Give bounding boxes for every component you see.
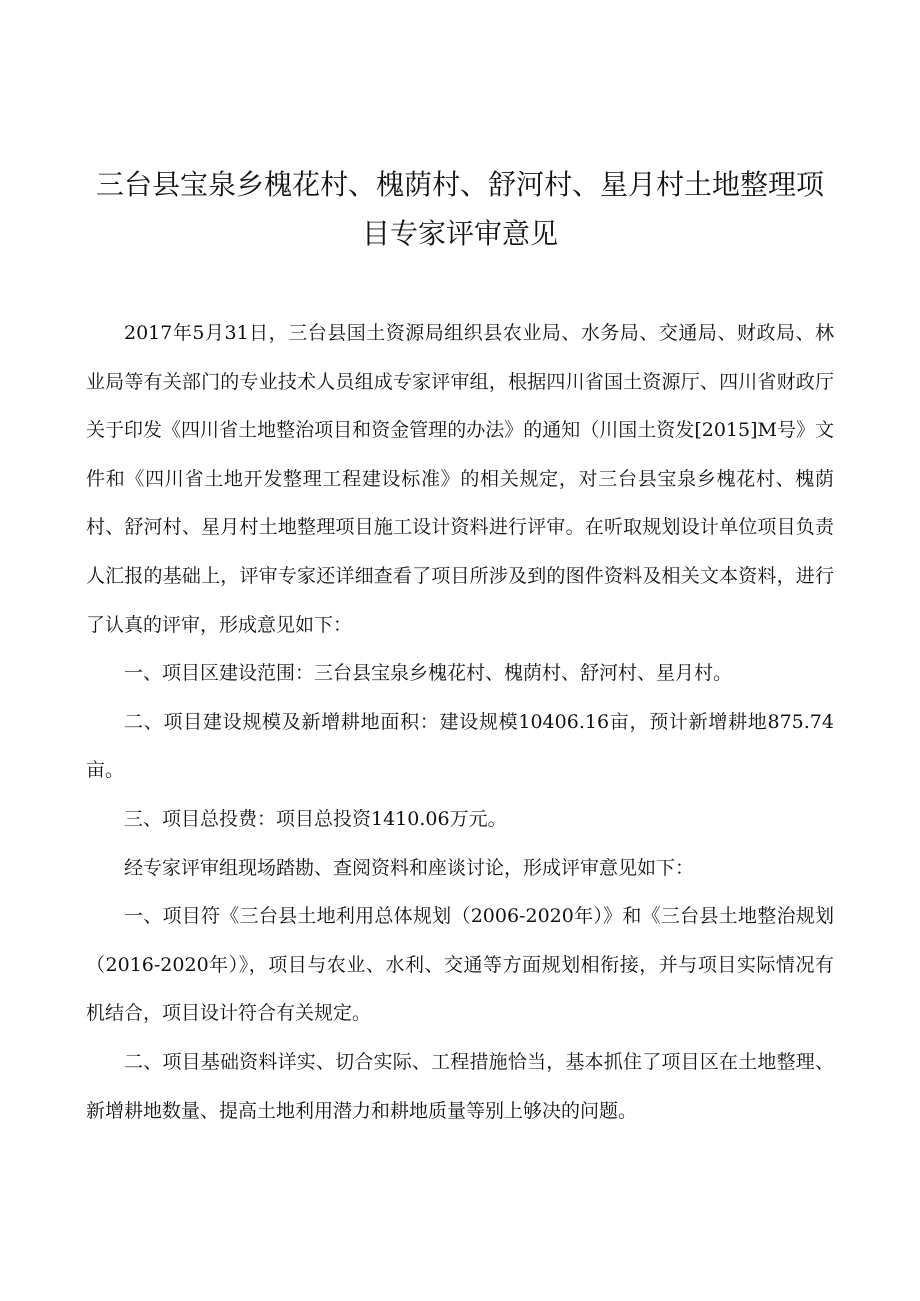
paragraph-investment: 三、项目总投费：项目总投资1410.06万元。 (124, 807, 507, 830)
paragraph-intro: 2017年5月31日，三台县国土资源局组织县农业局、水务局、交通局、财政局、林业局等有关部门的专业技术人员组成专家评审组，根据四川省国土资源厅、四川省财政厅关于印发《四川省土地整治项目和资金管理的办法》的通知（川国土资发[2015]M号》文件和《四川省土地开发整理工程建设标准》的相关规定，对三台县宝泉乡槐花村、槐荫村、舒河村、星月村土地整理项目施工设计资料进行评审。在听取规划设计单位项目负责人汇报的基础上，评审专家还详细查看了项目所涉及到的图件资料及相关文本资料，进行了认真的评审，形成意见如下： (86, 322, 834, 636)
paragraph-review-lead: 经专家评审组现场踏勘、查阅资料和座谈讨论，形成评审意见如下： (124, 856, 695, 879)
document-title-line-2: 目专家评审意见 (361, 217, 558, 250)
paragraph-scope: 一、项目区建设范围：三台县宝泉乡槐花村、槐荫村、舒河村、星月村。 (124, 662, 733, 685)
document-body (86, 309, 834, 1135)
paragraph-opinion-2: 二、项目基础资料详实、切合实际、工程措施恰当，基本抓住了项目区在土地整理、新增耕地数量、提高土地利用潜力和耕地质量等别上够决的问题。 (86, 1050, 834, 1122)
paragraph-scale: 二、项目建设规模及新增耕地面积：建设规模10406.16亩，预计新增耕地875.74亩。 (86, 710, 834, 782)
paragraph-opinion-1: 一、项目符《三台县土地利用总体规划（2006-2020年）》和《三台县土地整治规划（2016-2020年）》，项目与农业、水利、交通等方面规划相衔接，并与项目实际情况有机结合，项目设计符合有关规定。 (86, 905, 834, 1025)
document-title-line-1: 三台县宝泉乡槐花村、槐荫村、舒河村、星月村土地整理项 (95, 168, 824, 201)
